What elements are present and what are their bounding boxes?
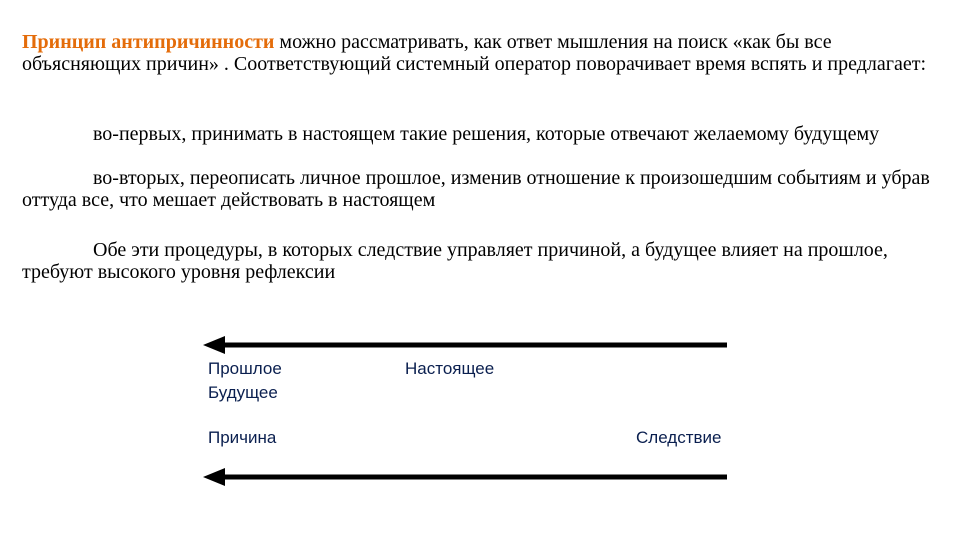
label-cause: Причина <box>208 428 277 447</box>
label-past: Прошлое <box>208 359 282 378</box>
label-present: Настоящее <box>405 359 495 378</box>
top-arrow-head <box>203 336 225 354</box>
first-point-paragraph: во-первых, принимать в настоящем такие решения, которые отвечают желаемому будущему <box>93 123 880 145</box>
conclusion-paragraph: Обе эти процедуры, в которых следствие управляет причиной, а будущее влияет на прошлое, требуют высокого уровня рефлексии <box>22 239 888 283</box>
label-future: Будущее <box>208 383 278 402</box>
principle-term: Принцип антипричинности <box>22 31 275 53</box>
bottom-arrow-head <box>203 468 225 486</box>
second-point-paragraph: во-вторых, переописать личное прошлое, изменив отношение к произошедшим событиям и убрав оттуда все, что мешает действовать в настоящем <box>22 167 930 211</box>
intro-text: можно рассматривать, как ответ мышления на поиск «как бы все объясняющих причин» . Соответствующий системный оператор поворачивает время вспять и предлагает: <box>22 31 927 75</box>
label-effect: Следствие <box>636 428 722 447</box>
